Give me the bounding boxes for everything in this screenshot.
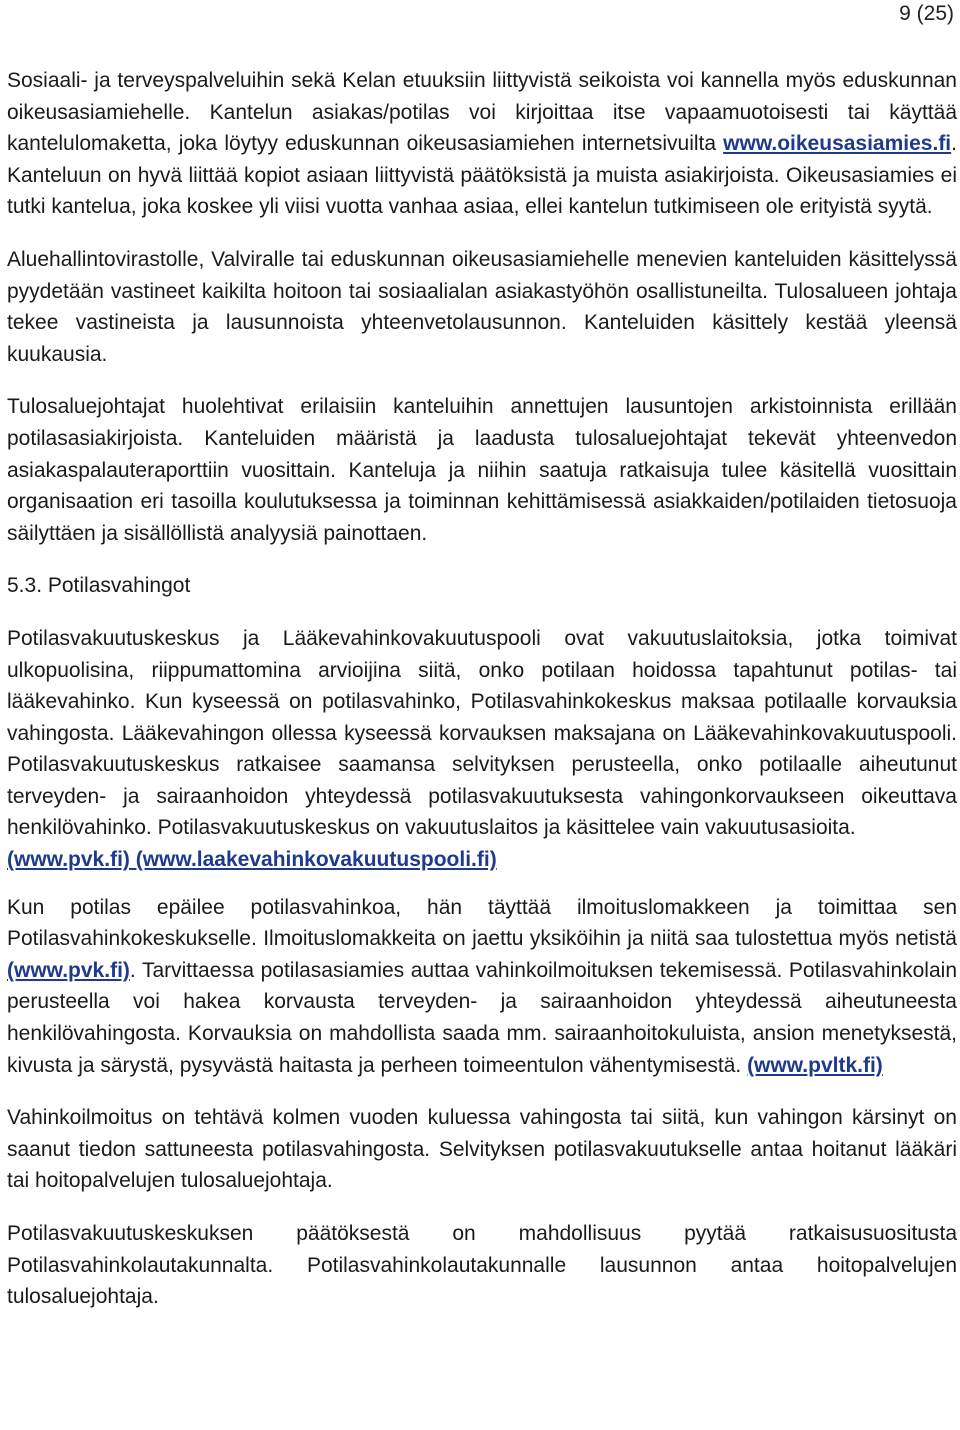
paragraph-patient-insurance bbox=[7, 623, 957, 876]
paragraph-board-recommendation: Potilasvakuutuskeskuksen päätöksestä on mahdollisuus pyytää ratkaisusuositusta Potilasvahinkolautakunnalta. Potilasvahinkolautakunnalle lausunnon antaa hoitopalvelujen tulosaluejohtaja. bbox=[7, 1222, 957, 1309]
link-pvk[interactable]: (www.pvk.fi) bbox=[7, 958, 130, 982]
link-pvltk[interactable]: (www.pvltk.fi) bbox=[747, 1053, 883, 1077]
paragraph-text: Potilasvakuutuskeskus ja Lääkevahinkovakuutuspooli ovat vakuutuslaitoksia, jotka toimivat ulkopuolisina, riippumattomina arvioijina siitä, onko potilaan hoidossa tapahtunut potilas- tai lääkevahinko. Kun kyseessä on potilasvahinko, Potilasvahinkokeskus maksaa potilaalle korvauksia vahingosta. Lääkevahingon ollessa kyseessä korvauksen maksajana on Lääkevahinkovakuutuspooli. Potilasvakuutuskeskus ratkaisee saamansa selvityksen perusteella, onko potilaalle aiheutunut terveyden- ja sairaanhoidon yhteydessä potilasvakuutuksesta vahingonkorvaukseen oikeuttava henkilövahinko. Potilasvakuutuskeskus on vakuutuslaitos ja käsittelee vain vakuutusasioita. bbox=[7, 626, 957, 840]
paragraph-text: Kun potilas epäilee potilasvahinkoa, hän täyttää ilmoituslomakkeen ja toimittaa sen Potilasvahinkokeskukselle. Ilmoituslomakkeita on jaettu yksiköihin ja niitä saa tulostettua myös netistä bbox=[7, 895, 957, 951]
link-oikeusasiamies[interactable]: www.oikeusasiamies.fi bbox=[723, 132, 952, 156]
paragraph-text: Sosiaali- ja terveyspalveluihin sekä Kelan etuuksiin liittyvistä seikoista voi kannella myös eduskunnan oikeusasiamiehelle. Kantelun asiakas/potilas voi kirjoittaa itse vapaamuotoisesti tai käyttää kantelulomaketta, joka löytyy eduskunnan oikeusasiamiehen internetsivuilta bbox=[7, 69, 957, 156]
paragraph-complaint-handling: Aluehallintovirastolle, Valviralle tai eduskunnan oikeusasiamiehelle menevien kanteluiden käsittelyssä pyydetään vastineet kaikilta hoitoon tai sosiaalialan asiakastyöhön osallistuneilta. Tulosalueen johtaja tekee vastineista ja lausunnoista yhteenvetolausunnon. Kanteluiden käsittely kestää yleensä kuukausia. bbox=[7, 247, 957, 366]
paragraph-text: . Tarvittaessa potilasasiamies auttaa vahinkoilmoituksen tekemisessä. Potilasvahinkolain perusteella voi hakea korvausta terveyden- ja sairaanhoidon yhteydessä aiheutuneesta henkilövahingosta. Korvauksia on mahdollista saada mm. sairaanhoitokuluista, ansion menetyksestä, kivusta ja särystä, pysyvästä haitasta ja perheen toimeentulon vähentymisestä. bbox=[7, 958, 957, 1077]
section-heading: 5.3. Potilasvahingot bbox=[7, 574, 191, 598]
document-body bbox=[7, 65, 957, 1334]
paragraph-complaint-ombudsman bbox=[7, 65, 957, 223]
paragraph-complaint-archiving: Tulosaluejohtajat huolehtivat erilaisiin kanteluihin annettujen lausuntojen arkistoinnista erillään potilasasiakirjoista. Kanteluiden määristä ja laadusta tulosaluejohtajat tekevät yhteenvedon asiakaspalauteraporttiin vuosittain. Kanteluja ja niihin saatuja ratkaisuja tulee käsitellä vuosittain organisaation eri tasoilla koulutuksessa ja toiminnan kehittämisessä asiakkaiden/potilaiden tietosuoja säilyttäen ja sisällöllistä analyysiä painottaen. bbox=[7, 395, 957, 545]
paragraph-notification-deadline: Vahinkoilmoitus on tehtävä kolmen vuoden kuluessa vahingosta tai siitä, kun vahingon kärsinyt on saanut tiedon sattuneesta potilasvahingosta. Selvityksen potilasvakuutukselle antaa hoitanut lääkäri tai hoitopalvelujen tulosaluejohtaja. bbox=[7, 1106, 957, 1193]
page-number: 9 (25) bbox=[899, 2, 954, 25]
links-pvk-laakevahinko[interactable]: (www.pvk.fi) (www.laakevahinkovakuutuspooli.fi) bbox=[7, 848, 497, 872]
paragraph-text: . Kanteluun on hyvä liittää kopiot asiaan liittyvistä päätöksistä ja muista asiakirjoista. Oikeusasiamies ei tutki kantelua, joka koskee yli viisi vuotta vanhaa asiaa, ellei kantelun tutkimiseen ole erityistä syytä. bbox=[7, 132, 957, 219]
paragraph-damage-notification bbox=[7, 892, 957, 1082]
